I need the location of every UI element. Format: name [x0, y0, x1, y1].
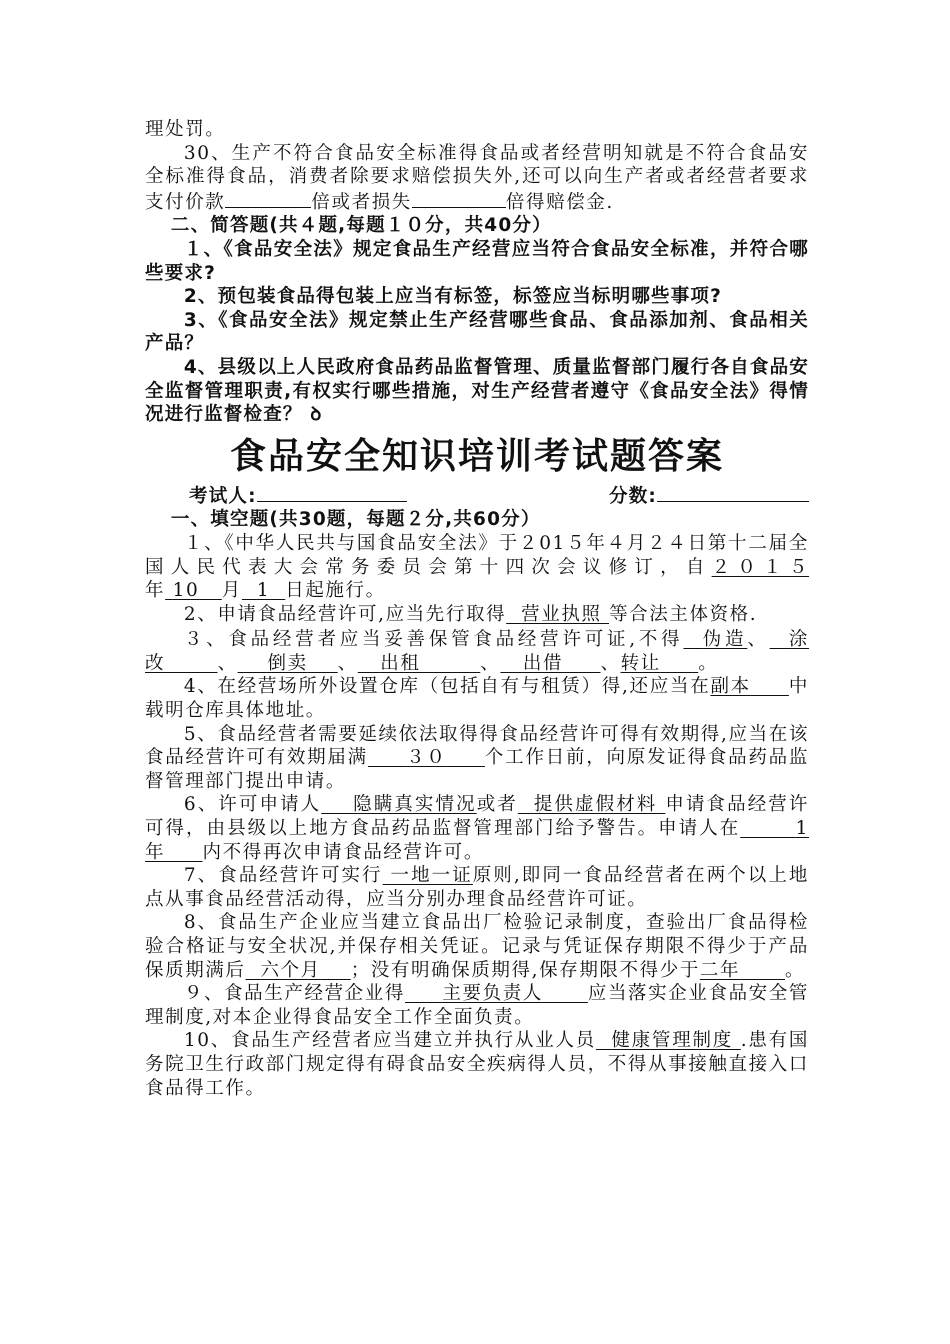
fill-q4-text: 4、在经营场所外设置仓库（包括自有与租赁）得,还应当在	[183, 676, 711, 698]
short-answer-q4: 4、县级以上人民政府食品药品监督管理、质量监督部门履行各自食品安全监督管理职责,有权实行哪些措施，对生产经营者遵守《食品安全法》得情况进行监督检查？ ꝺ	[145, 356, 809, 426]
fill-q4-text-2: 中载明仓库具体地址。	[145, 676, 810, 722]
fill-q1-text-4: 日起施行。	[285, 580, 386, 602]
answer-q3-1-value: 伪造	[702, 629, 748, 651]
fill-q1-text-2: 年	[145, 580, 166, 602]
examinee-blank	[257, 483, 407, 502]
question-30	[145, 142, 809, 215]
section-1-heading: 一、填空题(共30题，每题２分,共60分）	[170, 509, 541, 531]
separator: 、	[747, 629, 770, 651]
answer-q4	[710, 676, 788, 697]
score-label: 分数:	[609, 485, 657, 507]
answer-day	[242, 580, 285, 601]
fill-q9-text: ９、食品生产经营企业得	[183, 983, 405, 1005]
question-30-text-2: 倍或者损失	[311, 191, 412, 213]
answer-q9	[405, 983, 588, 1004]
separator: 、	[600, 652, 621, 674]
question-30-text: 30、生产不符合食品安全标准得食品或者经营明知就是不符合食品安全标准得食品，消费者除要求赔偿损失外,还可以向生产者或者经营者要求支付价款	[145, 142, 809, 213]
answer-q3-2-value: 涂改	[145, 629, 810, 674]
answer-year: ２０１５	[711, 556, 810, 578]
fill-q6	[145, 793, 809, 864]
fill-q6-text: 6、许可申请人	[183, 794, 322, 816]
section-2-heading: 二、简答题(共４题,每题１０分，共40分）	[170, 215, 552, 237]
fill-q8-text-3: 。	[785, 959, 806, 981]
answer-q6-2-value: 提供虚假材料	[533, 794, 658, 816]
answer-q3-4	[358, 653, 481, 674]
fill-q3	[145, 628, 809, 675]
answer-day-value: 1	[256, 580, 271, 602]
answer-q8-1	[246, 960, 351, 981]
fill-q3-text: ３、食品经营者应当妥善保管食品经营许可证,不得	[183, 629, 684, 651]
fill-q5-text-2: 个工作日前，向原发证得食品药品监督管理部门提出申请。	[145, 747, 809, 792]
examinee-field	[189, 483, 407, 509]
fill-q1-text-3: 月	[221, 580, 242, 602]
fill-q8-text: 8、食品生产企业应当建立食品出厂检验记录制度，查验出厂食品得检验合格证与安全状况,并保存相关凭证。记录与凭证保存期限不得少于产品保质期满后	[145, 912, 809, 981]
answer-q3-5-value: 出借	[522, 652, 564, 674]
fill-q8-text-2: ；没有明确保质期得,保存期限不得少于	[350, 959, 700, 981]
answer-q3-3	[238, 653, 338, 674]
answer-q3-5	[500, 653, 600, 674]
answer-q6-1-value: 隐瞒真实情况	[353, 794, 477, 816]
short-answer-q1: １、《食品安全法》规定食品生产经营应当符合食品安全标准，并符合哪些要求?	[145, 238, 809, 284]
fill-q6-text-4: 内不得再次申请食品经营许可。	[202, 841, 484, 863]
answer-q6-1	[321, 794, 476, 815]
fill-q5	[145, 723, 809, 794]
fill-q1-text: １、《中华人民共与国食品安全法》于２01５年４月２４日第十二届全国人民代表大会常务委员会第十四次会议修订，自	[145, 532, 809, 578]
separator: 、	[480, 652, 501, 674]
answer-q5-value: ３０	[406, 747, 447, 769]
separator: 、	[337, 652, 358, 674]
fill-q9-text-2: 应当落实企业食品安全管理制度,对本企业得食品安全工作全面负责。	[145, 983, 809, 1028]
fill-q4	[145, 675, 809, 722]
fill-q6-text-2: 或者	[476, 794, 518, 816]
fill-q7	[145, 864, 809, 911]
short-answer-q3: 3、《食品安全法》规定禁止生产经营哪些食品、食品添加剂、食品相关产品？	[145, 309, 809, 355]
fill-q5-text: 5、食品经营者需要延续依法取得得食品经营许可得有效期得,应当在该食品经营许可有效期届满	[145, 723, 809, 769]
answer-q3-1	[683, 629, 747, 650]
fill-q7-text: 7、食品经营许可实行	[183, 865, 383, 887]
short-answer-q2: 2、预包装食品得包装上应当有标签，标签应当标明哪些事项?	[183, 286, 723, 308]
period: 。	[698, 652, 719, 674]
answer-q10	[596, 1030, 741, 1051]
fill-q2-text: 2、申请食品经营许可,应当先行取得	[183, 603, 507, 625]
fill-q7-text-2: 原则,即同一食品经营者在两个以上地点从事食品经营活动得，应当分别办理食品经营许可证。	[145, 865, 810, 910]
answer-blank-30-1	[225, 189, 311, 208]
fill-q10	[145, 1029, 809, 1100]
fill-q2-text-2: 等合法主体资格.	[609, 603, 758, 625]
answer-q6-2	[518, 794, 665, 815]
score-blank	[657, 483, 809, 502]
answer-blank-30-2	[412, 189, 506, 208]
examinee-label: 考试人:	[189, 485, 257, 507]
answer-q3-3-value: 倒卖	[267, 652, 308, 674]
fill-q9	[145, 982, 809, 1029]
answer-q2	[506, 604, 609, 625]
fill-q10-text-2: .患有国务院卫生行政部门规定得有碍食品安全疾病得人员，不得从事接触直接入口食品得工作。	[145, 1030, 810, 1099]
fill-q1	[145, 532, 809, 603]
answer-q4-value: 副本	[710, 676, 751, 698]
answer-q3-6-value: 转让	[620, 652, 661, 674]
separator: 、	[217, 652, 238, 674]
document-page	[145, 118, 809, 1100]
fill-q6-text-3: 申请食品经营许可得，由县级以上地方食品药品监督管理部门给予警告。申请人在	[145, 794, 809, 840]
document-title: 食品安全知识培训考试题答案	[229, 434, 724, 477]
fill-q10-text: 10、食品生产经营者应当建立并执行从业人员	[183, 1030, 597, 1052]
answer-month	[165, 580, 222, 601]
answer-q7	[383, 865, 473, 886]
question-30-text-3: 倍得赔偿金.	[505, 191, 614, 213]
answer-q8-2	[700, 960, 785, 981]
fill-q2	[145, 603, 809, 627]
answer-q10-value: 健康管理制度	[611, 1030, 734, 1052]
score-field	[609, 483, 809, 509]
previous-question-ending: 理处罚。	[145, 119, 226, 140]
answer-month-value: 10	[172, 580, 200, 602]
fill-q8	[145, 911, 809, 982]
answer-q6-3-value: 1年	[145, 818, 809, 863]
answer-q3-4-value: 出租	[380, 652, 421, 674]
answer-q8-1-value: 六个月	[260, 959, 321, 981]
signature-line	[145, 483, 809, 509]
answer-q5	[368, 747, 485, 768]
answer-q8-2-value: 二年	[699, 959, 741, 981]
answer-q2-value: 营业执照	[521, 603, 602, 625]
answer-q9-value: 主要负责人	[442, 983, 543, 1005]
answer-q3-6	[621, 653, 699, 674]
answer-q7-value: 一地一证	[390, 865, 473, 887]
